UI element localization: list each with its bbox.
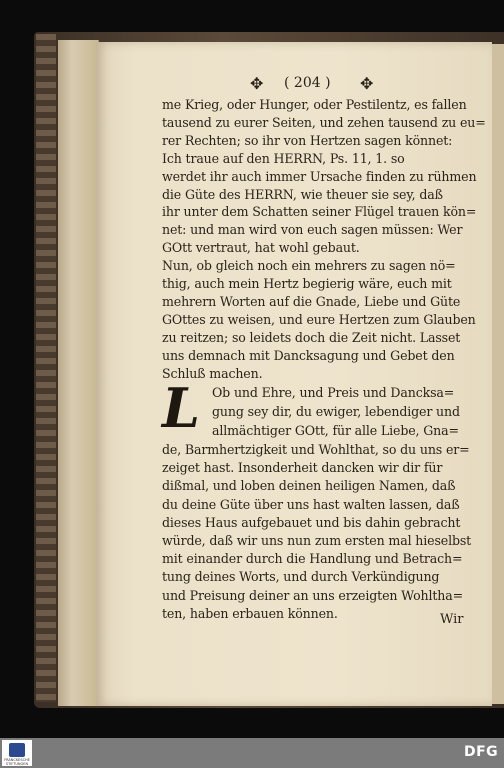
text-line: die Güte des HERRN, wie theuer sie sey, daß [162, 186, 443, 202]
text-line: ihr unter dem Schatten seiner Flügel trauen kön= [162, 204, 477, 220]
text-line: würde, daß wir uns nun zum ersten mal hieselbst [162, 533, 472, 548]
text-line: GOttes zu weisen, und eure Hertzen zum Glauben [162, 311, 476, 327]
logo-caption: FRANCKESCHE STIFTUNGEN [4, 758, 30, 766]
text-line: mehrern Worten auf die Gnade, Liebe und Güte [162, 293, 461, 309]
text-line: Nun, ob gleich noch ein mehrers zu sagen nö= [162, 258, 456, 274]
text-line: und Preisung deiner an uns erzeigten Wohltha= [162, 587, 464, 603]
text-line: werdet ihr auch immer Ursache finden zu rühmen [162, 168, 477, 184]
cover-spine-pattern [36, 34, 56, 702]
text-line: me Krieg, oder Hunger, oder Pestilentz, es fallen [162, 97, 467, 112]
text-line: thig, auch mein Hertz begierig wäre, euch mit [162, 276, 452, 291]
text-line: net: und man wird von euch sagen müssen: Wer [162, 222, 463, 238]
text-line: dißmal, und loben deinen heiligen Namen, daß [162, 478, 456, 494]
viewer-footer [0, 738, 504, 768]
page-header [250, 74, 380, 94]
text-line: dieses Haus aufgebauet und bis dahin gebracht [162, 514, 461, 530]
catchword: Wir [440, 612, 464, 627]
text-line: ten, haben erbauen können. [162, 605, 338, 621]
text-line: Schluß machen. [162, 365, 263, 381]
text-line: rer Rechten; so ihr von Hertzen sagen könnet: [162, 132, 453, 148]
page-number: ( 204 ) [284, 75, 331, 91]
page-edges [58, 40, 99, 706]
text-line: zeiget hast. Insonderheit dancken wir dir für [162, 460, 443, 476]
text-line: GOtt vertraut, hat wohl gebaut. [162, 240, 360, 256]
text-line: Ob und Ehre, und Preis und Dancksa= [212, 385, 455, 400]
ornament-left-icon: ✥ [250, 74, 264, 93]
text-line: uns demnach mit Dancksagung und Gebet den [162, 347, 455, 363]
text-line: Ich traue auf den HERRN, Ps. 11, 1. so [162, 150, 405, 166]
ornament-right-icon: ✥ [360, 74, 374, 93]
text-line: de, Barmhertzigkeit und Wohlthat, so du uns er= [162, 442, 470, 457]
foundation-logo-icon [9, 743, 25, 757]
text-line: tausend zu eurer Seiten, und zehen tausend zu eu= [162, 114, 486, 130]
dfg-logo[interactable]: DFG [464, 744, 499, 760]
text-line: gung sey dir, du ewiger, lebendiger und [212, 404, 460, 419]
facing-page-edge [492, 44, 504, 704]
text-line: zu reitzen; so leidets doch die Zeit nicht. Lasset [162, 329, 461, 345]
text-line: mit einander durch die Handlung und Betrach= [162, 551, 463, 567]
text-line: du deine Güte über uns hast walten lassen, daß [162, 496, 460, 512]
text-line: tung deines Worts, und durch Verkündigung [162, 569, 440, 585]
drop-cap: L [162, 376, 200, 440]
text-line: allmächtiger GOtt, für alle Liebe, Gna= [212, 423, 459, 438]
